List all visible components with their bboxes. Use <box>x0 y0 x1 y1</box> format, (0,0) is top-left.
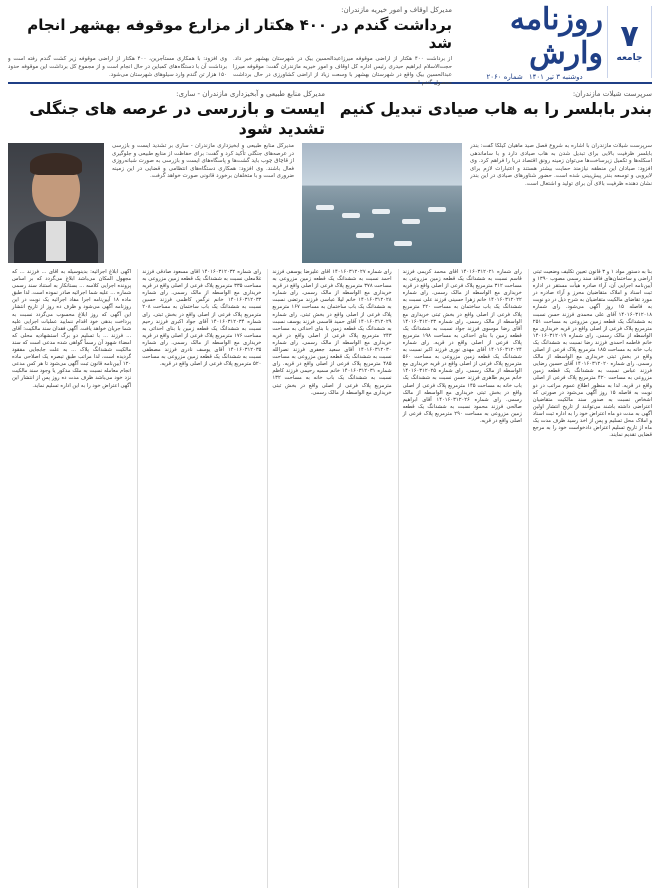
lead-body-col-2: وی افزود: با همکاری مستأجرین، ۴۰۰ هکتار از اراضی موقوفه زیر کشت گندم رفته است و برداشت آن با دستگاه‌های کمباین در حال انجام است و از مجموع کل برداشت این موقوفه حدود ۱۵۰ هزار تن گندم وارد سیلوهای شهرستان می‌شود. <box>8 56 227 78</box>
harbor-photo <box>302 143 462 263</box>
notice-column: بنا به دستور مواد ۱ و ۳ قانون تعیین تکلیف وضعیت ثبتی اراضی و ساختمان‌های فاقد سند رسمی مصوب ۱۳۹۰ و آیین‌نامه اجرایی آن، آراء صادره هیأت مستقر در اداره ثبت اسناد و املاک متقاضیان محرز و آراء صادره در مورد تقاضای مالکیت متقاضیان به شرح ذیل در دو نوبت به فاصله ۱۵ روز آگهی می‌شود. رای شماره ۱۴۰۱۶۰۳۱۲۰۱۸ آقای علی محمدی فرزند حسن نسبت به ششدانگ یک قطعه زمین مزروعی به مساحت ۲۵۱ مترمربع پلاک فرعی از اصلی واقع در قریه خریداری مع الواسطه از مالک رسمی. رای شماره ۱۴۰۱۶۰۳۱۲۰۱۹ خانم فاطمه احمدی فرزند رضا نسبت به ششدانگ یک باب خانه به مساحت ۱۸۵ مترمربع پلاک فرعی از اصلی واقع در بخش ثبتی خریداری مع الواسطه از مالک رسمی. رای شماره ۱۴۰۱۶۰۳۱۲۰۲۰ آقای حسین رضایی فرزند عباس نسبت به ششدانگ یک قطعه زمین مزروعی به مساحت ۴۲۰ مترمربع پلاک فرعی از اصلی واقع در قریه. لذا به منظور اطلاع عموم مراتب در دو نوبت به فاصله ۱۵ روز آگهی می‌شود در صورتی که اشخاص نسبت به صدور سند مالکیت متقاضیان اعتراضی داشته باشند می‌توانند از تاریخ انتشار اولین آگهی به مدت دو ماه اعتراض خود را به اداره ثبت اسناد و املاک محل تسلیم و پس از اخذ رسید ظرف مدت یک ماه از تاریخ تسلیم اعتراض دادخواست خود را به مرجع قضایی تقدیم نمایند. <box>528 269 652 888</box>
boat-shape <box>356 233 374 238</box>
issue-date: دوشنبه ۳ تیر ۱۴۰۱ <box>528 73 583 81</box>
story-forest-headline: ایست و بازرسی در عرصه های جنگلی تشدید شود <box>29 99 325 138</box>
lead-body-col-1: از برداشت ۴۰۰ هکتار از اراضی موقوفه میرزاعبدالحسین بیک در شهرستان بهشهر خبر داد. حجت‌الاسلام ابراهیم حیدری رئیس اداره کل اوقاف و امور خیریه مازندران گفت: موقوفه میرزا عبدالحسین بیک واقع در شهرستان بهشهر با وسعت زیاد از اراضی کشاورزی در حال برداشت محصول گندم است. <box>233 56 452 86</box>
boat-shape <box>428 207 446 212</box>
story-babolsar-kicker: سرپرست شیلات مازندران: <box>572 90 652 98</box>
headline-row <box>8 90 652 139</box>
story-babolsar-headline: بندر بابلسر را به هاب صیادی تبدیل کنیم <box>339 99 652 118</box>
lead-body <box>8 55 452 93</box>
notice-column: رای شماره ۱۴۰۱۶۰۳۱۲۰۳۲ آقای مسعود صادقی فرزند غلامعلی نسبت به ششدانگ یک قطعه زمین مزروعی به مساحت ۳۳۵ مترمربع پلاک فرعی از اصلی واقع در قریه خریداری مع الواسطه از مالک رسمی. رای شماره ۱۴۰۱۶۰۳۱۲۰۳۳ خانم نرگس کاظمی فرزند حسین نسبت به ششدانگ یک باب ساختمان به مساحت ۲۰۸ مترمربع پلاک فرعی از اصلی واقع در بخش ثبتی. رای شماره ۱۴۰۱۶۰۳۱۲۰۳۴ آقای جواد اکبری فرزند رحیم نسبت به ششدانگ یک قطعه زمین با بنای احداثی به مساحت ۱۷۶ مترمربع پلاک فرعی از اصلی واقع در قریه خریداری مع الواسطه از مالک رسمی. رای شماره ۱۴۰۱۶۰۳۱۲۰۳۵ آقای یوسف نادری فرزند مصطفی نسبت به ششدانگ یک قطعه زمین مزروعی به مساحت ۵۲۰ مترمربع پلاک فرعی از اصلی واقع در قریه. <box>137 269 261 888</box>
page-number: ۷ <box>620 19 639 54</box>
story-babolsar-body: سرپرست شیلات مازندران با اشاره به شروع فصل صید ماهیان کیلکا گفت: بندر بابلسر ظرفیت بالایی برای تبدیل شدن به هاب صیادی دارد و با ساماندهی اسکله‌ها و تکمیل زیرساخت‌ها می‌توان زمینه رونق اقتصاد دریا را فراهم کرد. وی افزود: صیادان این منطقه نیازمند حمایت بیشتر هستند و اعتبارات لازم برای لایروبی و توسعه بندر پیش‌بینی شده است. حضور شناورهای صیادی در این بندر نشان دهنده ظرفیت بالای آن برای تولید و اشتغال است. <box>470 143 652 187</box>
boat-shape <box>402 219 420 224</box>
notice-column: رای شماره ۱۴۰۱۶۰۳۱۲۰۲۷ آقای علیرضا یوسفی فرزند احمد نسبت به ششدانگ یک قطعه زمین مزروعی به مساحت ۳۷۸ مترمربع پلاک فرعی از اصلی واقع در قریه خریداری مع الواسطه از مالک رسمی. رای شماره ۱۴۰۱۶۰۳۱۲۰۲۸ خانم لیلا عباسی فرزند مرتضی نسبت به ششدانگ یک باب ساختمان به مساحت ۱۶۷ مترمربع پلاک فرعی از اصلی واقع در بخش ثبتی. رای شماره ۱۴۰۱۶۰۳۱۲۰۲۹ آقای حمید قاسمی فرزند یوسف نسبت به ششدانگ یک قطعه زمین با بنای احداثی به مساحت ۲۴۳ مترمربع پلاک فرعی از اصلی واقع در قریه خریداری مع الواسطه از مالک رسمی. رای شماره ۱۴۰۱۶۰۳۱۲۰۳۰ آقای سعید جعفری فرزند نصرالله نسبت به ششدانگ یک قطعه زمین مزروعی به مساحت ۴۸۵ مترمربع پلاک فرعی از اصلی واقع در قریه. رای شماره ۱۴۰۱۶۰۳۱۲۰۳۱ خانم سمیه رحیمی فرزند کاظم نسبت به ششدانگ یک باب خانه به مساحت ۱۳۲ مترمربع پلاک فرعی از اصلی واقع در بخش ثبتی خریداری مع الواسطه از مالک رسمی. <box>267 269 391 888</box>
notice-column: آگهی ابلاغ اجرائیه: بدینوسیله به آقای ... فرزند ... که مجهول المکان می‌باشد ابلاغ می‌گردد که بر اساس پرونده اجرایی کلاسه ... بستانکار به استناد سند رسمی شماره ... علیه شما اجرائیه صادر نموده است. لذا طبق ماده ۱۸ آیین‌نامه اجرا مفاد اجرائیه یک نوبت در این روزنامه آگهی می‌شود و ظرف ده روز از تاریخ انتشار این آگهی که روز ابلاغ محسوب می‌گردد نسبت به پرداخت بدهی خود اقدام ننمایید عملیات اجرایی علیه شما جریان خواهد یافت. آگهی فقدان سند مالکیت: آقای ... فرزند ... با تسلیم دو برگ استشهادیه محلی که امضاء شهود آن رسماً گواهی شده مدعی است که سند مالکیت ششدانگ پلاک ... به علت جابجایی مفقود گردیده است، لذا مراتب طبق تبصره یک اصلاحی ماده ۱۲۰ آیین‌نامه قانون ثبت آگهی می‌شود تا هر کس مدعی انجام معامله نسبت به ملک مذکور یا وجود سند مالکیت نزد خود می‌باشد ظرف مدت ده روز پس از انتشار این آگهی اعتراض خود را به این اداره تسلیم نماید. <box>11 269 132 389</box>
official-portrait <box>8 143 104 263</box>
legal-notices <box>8 269 652 888</box>
page-number-block <box>607 6 651 78</box>
story-forest-header <box>8 90 325 139</box>
story-babolsar-header <box>335 90 652 139</box>
story-forest-kicker: مدیرکل منابع طبیعی و آبخیزداری مازندران - ساری: <box>176 90 325 98</box>
section-label: جامعه <box>616 53 643 63</box>
lead-story <box>8 6 452 86</box>
story-forest-body: مدیرکل منابع طبیعی و آبخیزداری مازندران - ساری بر تشدید ایست و بازرسی در عرصه‌های جنگلی تأکید کرد و گفت: برای حفاظت از منابع طبیعی و جلوگیری از قاچاق چوب باید گشت‌ها و پاسگاه‌های ایست و بازرسی به صورت شبانه‌روزی فعال باشند. وی افزود: همکاری دستگاه‌های انتظامی و قضایی در این زمینه ضروری است و با متخلفان برخورد قانونی صورت خواهد گرفت. <box>112 143 294 180</box>
portrait-shirt <box>46 221 66 261</box>
boat-shape <box>316 205 334 210</box>
boat-shape <box>372 209 390 214</box>
issue-number: شماره ۲۰۶۰ <box>486 73 523 81</box>
brand-block <box>462 2 652 81</box>
newspaper-logo: روزنامه وارش <box>509 2 603 71</box>
lead-headline: برداشت گندم در ۴۰۰ هکتار از مزارع موقوفه بهشهر انجام شد <box>27 16 452 52</box>
boat-shape <box>394 241 412 246</box>
lead-kicker: مدیرکل اوقاف و امور خیریه مازندران: <box>341 6 452 14</box>
boat-shape <box>342 213 360 218</box>
notice-column: رای شماره ۱۴۰۱۶۰۳۱۲۰۲۱ آقای محمد کریمی فرزند قاسم نسبت به ششدانگ یک قطعه زمین مزروعی به مساحت ۳۱۲ مترمربع پلاک فرعی از اصلی واقع در قریه خریداری مع الواسطه از مالک رسمی. رای شماره ۱۴۰۱۶۰۳۱۲۰۲۲ خانم زهرا حسینی فرزند علی نسبت به ششدانگ یک باب ساختمان به مساحت ۲۲۰ مترمربع پلاک فرعی از اصلی واقع در بخش ثبتی خریداری مع الواسطه از مالک رسمی. رای شماره ۱۴۰۱۶۰۳۱۲۰۲۳ آقای رضا موسوی فرزند جواد نسبت به ششدانگ یک قطعه زمین با بنای احداثی به مساحت ۱۹۸ مترمربع پلاک فرعی از اصلی واقع در قریه. رای شماره ۱۴۰۱۶۰۳۱۲۰۲۴ آقای مهدی نوری فرزند اکبر نسبت به ششدانگ یک قطعه زمین مزروعی به مساحت ۵۶۰ مترمربع پلاک فرعی از اصلی واقع در قریه خریداری مع الواسطه از مالک رسمی. رای شماره ۱۴۰۱۶۰۳۱۲۰۲۵ خانم مریم طاهری فرزند حسن نسبت به ششدانگ یک باب خانه به مساحت ۱۴۵ مترمربع پلاک فرعی از اصلی واقع در بخش ثبتی خریداری مع الواسطه از مالک رسمی. رای شماره ۱۴۰۱۶۰۳۱۲۰۲۶ آقای ابراهیم صالحی فرزند محمود نسبت به ششدانگ یک قطعه زمین مزروعی به مساحت ۲۹۰ مترمربع پلاک فرعی از اصلی واقع در قریه. <box>398 269 522 888</box>
portrait-hair <box>30 153 82 175</box>
logo-wrap <box>462 2 607 81</box>
photo-row <box>8 143 652 263</box>
masthead <box>8 2 652 86</box>
issue-meta <box>486 73 582 81</box>
